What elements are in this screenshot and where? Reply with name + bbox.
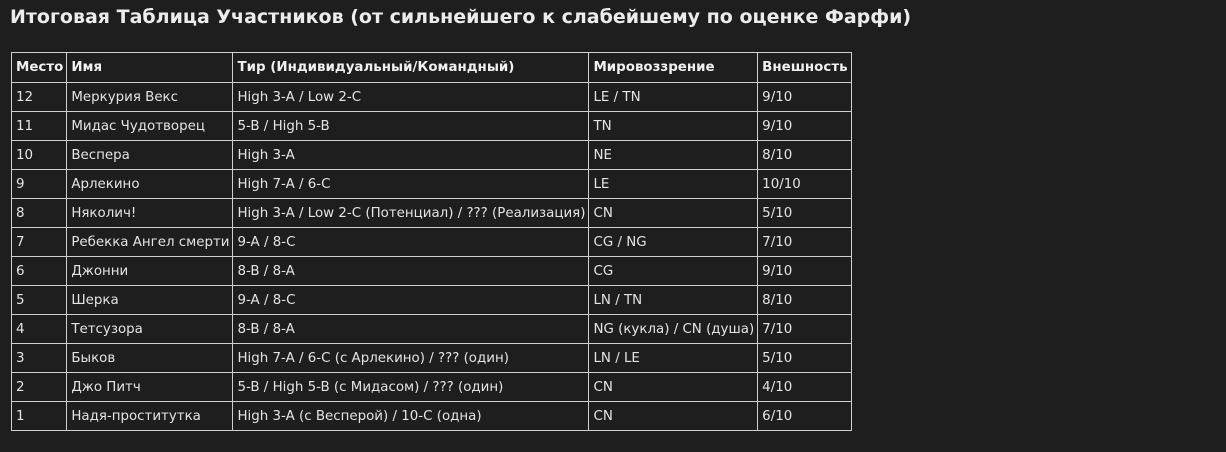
cell-rank: 7 [12,228,67,257]
cell-rank: 9 [12,170,67,199]
cell-appearance: 4/10 [758,373,851,402]
cell-alignment: CN [589,373,758,402]
cell-tier: 8-B / 8-A [233,315,589,344]
cell-tier: High 3-A [233,141,589,170]
cell-appearance: 5/10 [758,199,851,228]
cell-name: Няколич! [67,199,233,228]
table-row [12,228,852,257]
cell-appearance: 9/10 [758,83,851,112]
cell-appearance: 8/10 [758,141,851,170]
table-row [12,170,852,199]
cell-appearance: 9/10 [758,112,851,141]
header-tier: Тир (Индивидуальный/Командный) [233,53,589,83]
cell-alignment: LE / TN [589,83,758,112]
cell-alignment: CG [589,257,758,286]
participants-table [11,52,852,431]
cell-rank: 5 [12,286,67,315]
header-rank: Место [12,53,67,83]
cell-rank: 3 [12,344,67,373]
cell-alignment: LN / LE [589,344,758,373]
table-row [12,257,852,286]
cell-name: Джонни [67,257,233,286]
cell-alignment: LN / TN [589,286,758,315]
cell-tier: 5-B / High 5-B [233,112,589,141]
cell-tier: 5-B / High 5-B (с Мидасом) / ??? (один) [233,373,589,402]
cell-rank: 4 [12,315,67,344]
cell-appearance: 7/10 [758,315,851,344]
cell-name: Меркурия Векс [67,83,233,112]
header-row [12,53,852,83]
header-appearance: Внешность [758,53,851,83]
cell-alignment: CN [589,402,758,431]
cell-alignment: TN [589,112,758,141]
cell-name: Ребекка Ангел смерти [67,228,233,257]
cell-alignment: CG / NG [589,228,758,257]
cell-name: Тетсузора [67,315,233,344]
page-title: Итоговая Таблица Участников (от сильнейшего к слабейшему по оценке Фарфи) [10,6,912,28]
table-row [12,315,852,344]
cell-name: Веспера [67,141,233,170]
cell-rank: 8 [12,199,67,228]
cell-name: Джо Питч [67,373,233,402]
cell-alignment: NG (кукла) / CN (душа) [589,315,758,344]
cell-alignment: CN [589,199,758,228]
cell-appearance: 7/10 [758,228,851,257]
header-name: Имя [67,53,233,83]
cell-appearance: 10/10 [758,170,851,199]
cell-alignment: NE [589,141,758,170]
cell-rank: 2 [12,373,67,402]
cell-alignment: LE [589,170,758,199]
table-row [12,112,852,141]
table-row [12,286,852,315]
cell-name: Быков [67,344,233,373]
table-row [12,141,852,170]
header-alignment: Мировоззрение [589,53,758,83]
table-row [12,402,852,431]
cell-rank: 10 [12,141,67,170]
cell-tier: High 3-A / Low 2-C (Потенциал) / ??? (Реализация) [233,199,589,228]
table-row [12,199,852,228]
cell-appearance: 8/10 [758,286,851,315]
cell-appearance: 9/10 [758,257,851,286]
cell-rank: 1 [12,402,67,431]
table-row [12,83,852,112]
cell-name: Арлекино [67,170,233,199]
cell-rank: 12 [12,83,67,112]
cell-name: Шерка [67,286,233,315]
cell-appearance: 6/10 [758,402,851,431]
cell-rank: 11 [12,112,67,141]
cell-tier: 9-A / 8-C [233,228,589,257]
cell-appearance: 5/10 [758,344,851,373]
table-row [12,344,852,373]
cell-tier: 9-A / 8-C [233,286,589,315]
cell-tier: 8-B / 8-A [233,257,589,286]
cell-tier: High 3-A (с Весперой) / 10-C (одна) [233,402,589,431]
cell-tier: High 7-A / 6-C [233,170,589,199]
cell-name: Надя-проститутка [67,402,233,431]
cell-tier: High 3-A / Low 2-C [233,83,589,112]
cell-tier: High 7-A / 6-C (с Арлекино) / ??? (один) [233,344,589,373]
table-row [12,373,852,402]
cell-name: Мидас Чудотворец [67,112,233,141]
cell-rank: 6 [12,257,67,286]
table-body [12,83,852,431]
table-header [12,53,852,83]
